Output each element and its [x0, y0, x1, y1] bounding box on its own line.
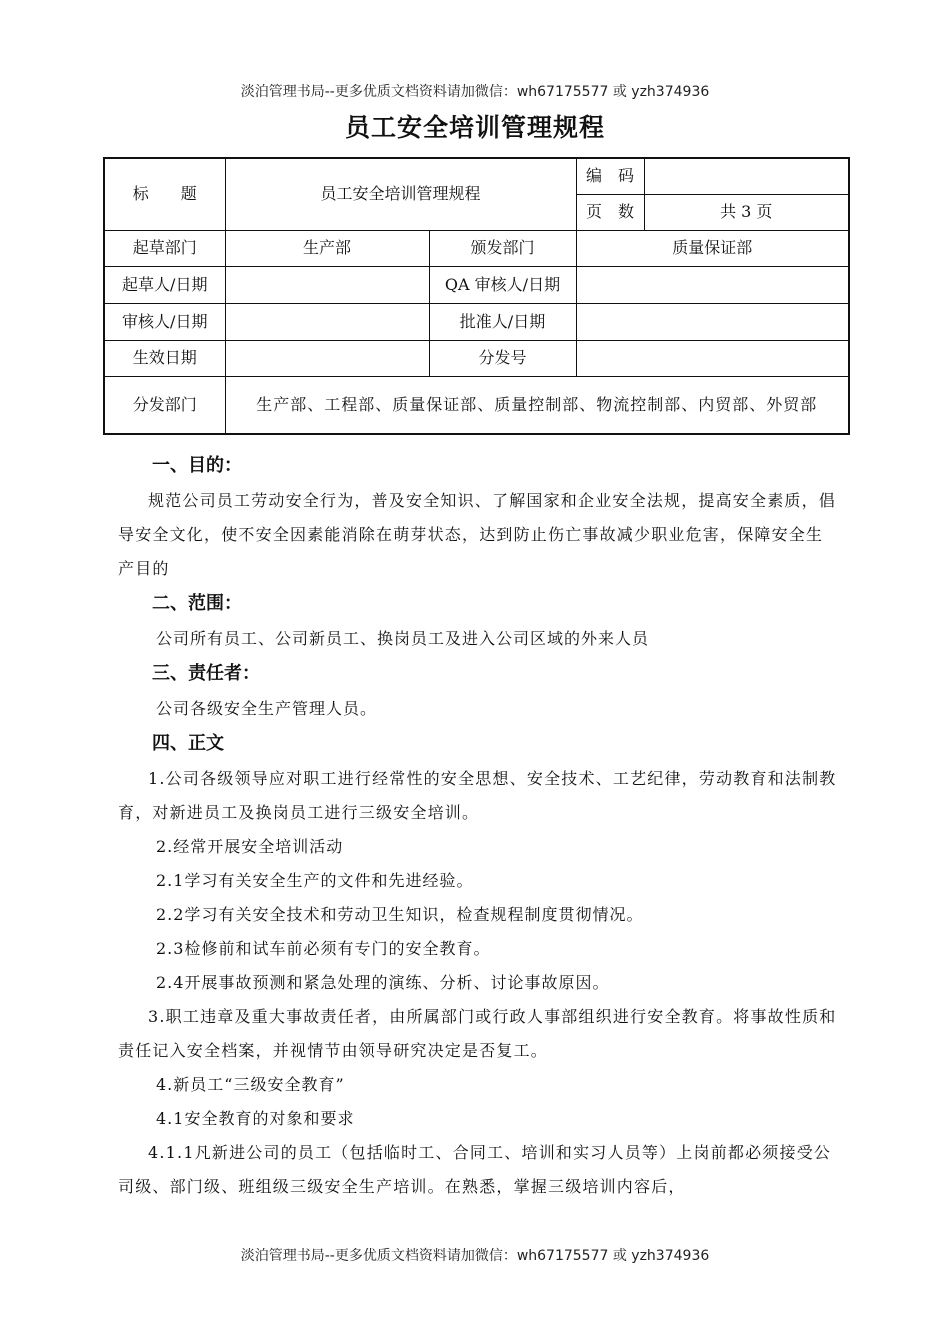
draft-dept-label: 起草部门: [104, 230, 225, 266]
approver-label: 批准人/日期: [429, 303, 576, 340]
document-body: [118, 448, 838, 1204]
drafter-label: 起草人/日期: [104, 266, 225, 303]
section-purpose-text: 规范公司员工劳动安全行为，普及安全知识、了解国家和企业安全法规，提高安全素质，倡导安全文化，使不安全因素能消除在萌芽状态，达到防止伤亡事故减少职业危害，保障安全生产目的: [118, 491, 837, 578]
distribution-dept-value: 生产部、工程部、质量保证部、质量控制部、物流控制部、内贸部、外贸部: [225, 376, 849, 434]
clause-2-2: 2.2学习有关安全技术和劳动卫生知识，检查规程制度贯彻情况。: [156, 905, 644, 924]
title-value: 员工安全培训管理规程: [225, 158, 576, 230]
clause-2-4: 2.4开展事故预测和紧急处理的演练、分析、讨论事故原因。: [156, 973, 610, 992]
document-title: 员工安全培训管理规程: [344, 113, 605, 142]
draft-dept-value: 生产部: [225, 230, 429, 266]
issue-dept-label: 颁发部门: [429, 230, 576, 266]
distribution-number-label: 分发号: [429, 340, 576, 376]
clause-2-3: 2.3检修前和试车前必须有专门的安全教育。: [156, 939, 491, 958]
clause-3: 3.职工违章及重大事故责任者，由所属部门或行政人事部组织进行安全教育。将事故性质和责任记入安全档案，并视情节由领导研究决定是否复工。: [118, 1007, 837, 1060]
clause-4: 4.新员工“三级安全教育”: [156, 1075, 345, 1094]
effective-date-label: 生效日期: [104, 340, 225, 376]
header-watermark-note: 淡泊管理书局--更多优质文档资料请加微信：wh67175577 或 yzh374936: [240, 84, 710, 100]
qa-reviewer-label: QA 审核人/日期: [429, 266, 576, 303]
drafter-value: [225, 266, 429, 303]
clause-4-1: 4.1安全教育的对象和要求: [156, 1109, 355, 1128]
pages-label: 页 数: [576, 194, 644, 230]
clause-1: 1.公司各级领导应对职工进行经常性的安全思想、安全技术、工艺纪律，劳动教育和法制教育，对新进员工及换岗员工进行三级安全培训。: [118, 769, 837, 822]
title-label: 标 题: [104, 158, 225, 230]
section-scope-text: 公司所有员工、公司新员工、换岗员工及进入公司区域的外来人员: [156, 629, 650, 648]
code-label: 编 码: [576, 158, 644, 194]
section-scope-heading: 二、范围：: [152, 593, 242, 614]
effective-date-value: [225, 340, 429, 376]
section-purpose-heading: 一、目的：: [152, 455, 242, 476]
clause-4-1-1: 4.1.1凡新进公司的员工（包括临时工、合同工、培训和实习人员等）上岗前都必须接受公司级、部门级、班组级三级安全生产培训。在熟悉，掌握三级培训内容后，: [118, 1143, 832, 1196]
section-body-heading: 四、正文: [152, 733, 224, 754]
document-info-table: [103, 157, 850, 435]
reviewer-label: 审核人/日期: [104, 303, 225, 340]
qa-reviewer-value: [576, 266, 849, 303]
issue-dept-value: 质量保证部: [576, 230, 849, 266]
distribution-dept-label: 分发部门: [104, 376, 225, 434]
clause-2-1: 2.1学习有关安全生产的文件和先进经验。: [156, 871, 474, 890]
approver-value: [576, 303, 849, 340]
distribution-number-value: [576, 340, 849, 376]
code-value: [644, 158, 849, 194]
pages-value: 共 3 页: [644, 194, 849, 230]
reviewer-value: [225, 303, 429, 340]
section-responsibility-text: 公司各级安全生产管理人员。: [156, 699, 378, 718]
footer-watermark-note: 淡泊管理书局--更多优质文档资料请加微信：wh67175577 或 yzh374936: [240, 1248, 710, 1264]
clause-2: 2.经常开展安全培训活动: [156, 837, 344, 856]
section-responsibility-heading: 三、责任者：: [152, 663, 260, 684]
